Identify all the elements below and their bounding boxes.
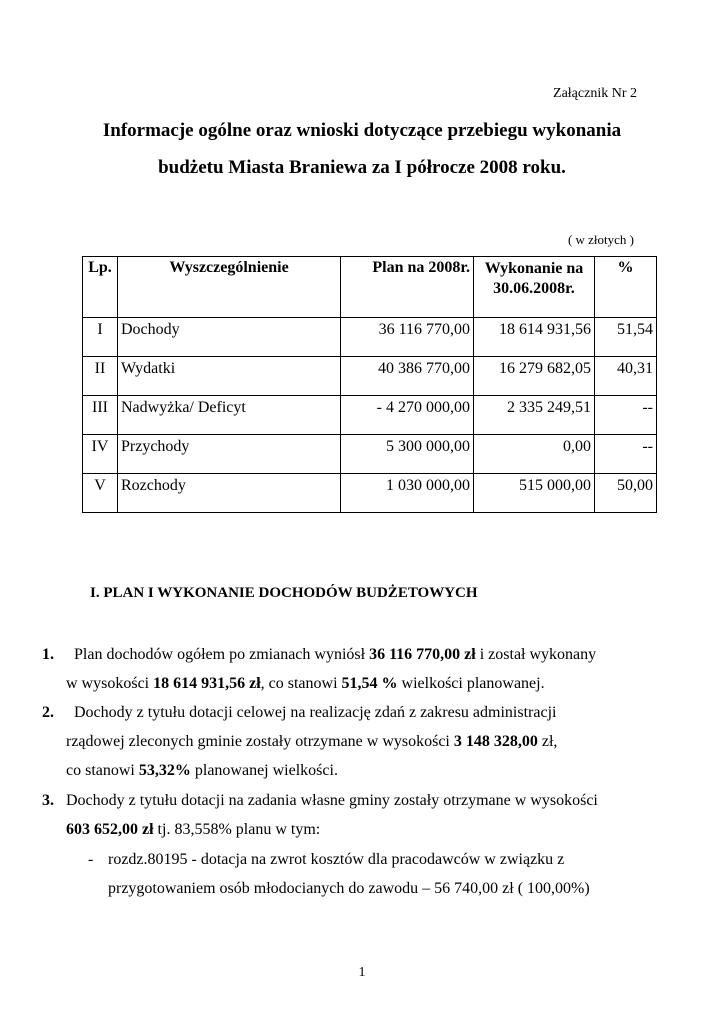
- cell-execution: 515 000,00: [474, 474, 595, 513]
- item-2-line-2: [66, 727, 557, 756]
- text-span: Dochody z tytułu dotacji na zadania własne gminy zostały otrzymane w wysokości: [66, 792, 598, 809]
- header-execution: [474, 257, 595, 318]
- cell-name: Dochody: [118, 318, 341, 357]
- item-number: 3.: [42, 792, 54, 809]
- text-span: tj. 83,558% planu w tym:: [153, 821, 321, 838]
- amount-bold: 36 116 770,00 zł: [369, 646, 476, 663]
- header-lp: Lp.: [83, 257, 118, 318]
- annex-label: Załącznik Nr 2: [553, 86, 637, 101]
- amount-bold: 603 652,00 zł: [66, 821, 154, 838]
- cell-percent: --: [595, 435, 657, 474]
- document-title-line-2: budżetu Miasta Braniewa za I półrocze 2008 roku.: [158, 157, 566, 178]
- item-2-line-1: [74, 698, 556, 727]
- text-span: Plan dochodów ogółem po zmianach wyniósł: [74, 646, 370, 663]
- amount-bold: 18 614 931,56 zł: [153, 675, 261, 692]
- cell-plan: 40 386 770,00: [341, 357, 474, 396]
- cell-plan: 5 300 000,00: [341, 435, 474, 474]
- text-span: w wysokości: [66, 675, 154, 692]
- cell-percent: 40,31: [595, 357, 657, 396]
- cell-plan: 36 116 770,00: [341, 318, 474, 357]
- text-span: co stanowi: [66, 762, 139, 779]
- table-row: [83, 474, 657, 513]
- cell-lp: V: [83, 474, 118, 513]
- cell-name: Wydatki: [118, 357, 341, 396]
- header-execution-line-1: Wykonanie na: [484, 260, 584, 277]
- table-header-row: [83, 257, 657, 318]
- cell-lp: III: [83, 396, 118, 435]
- cell-execution: 18 614 931,56: [474, 318, 595, 357]
- cell-execution: 16 279 682,05: [474, 357, 595, 396]
- header-plan: Plan na 2008r.: [341, 257, 474, 318]
- percent-bold: 51,54 %: [341, 675, 398, 692]
- cell-execution: 0,00: [474, 435, 595, 474]
- item-number: 2.: [42, 704, 54, 721]
- item-3-sub-line-2: przygotowaniem osób młodocianych do zawodu – 56 740,00 zł ( 100,00%): [108, 880, 590, 897]
- cell-name: Nadwyżka/ Deficyt: [118, 396, 341, 435]
- text-span: zł,: [537, 733, 558, 750]
- cell-plan: - 4 270 000,00: [341, 396, 474, 435]
- item-1-line-1: [74, 640, 596, 669]
- table-row: [83, 357, 657, 396]
- cell-lp: I: [83, 318, 118, 357]
- budget-summary-table: [82, 256, 657, 513]
- item-number: 1.: [42, 646, 54, 663]
- section-heading: I. PLAN I WYKONANIE DOCHODÓW BUDŻETOWYCH: [90, 585, 478, 601]
- text-span: wielkości planowanej.: [397, 675, 545, 692]
- cell-name: Przychody: [118, 435, 341, 474]
- item-3-line-2: [66, 815, 320, 844]
- text-span: Dochody z tytułu dotacji celowej na realizację zdań z zakresu administracji: [74, 704, 557, 721]
- unit-note: ( w złotych ): [567, 232, 634, 247]
- header-percent: %: [595, 257, 657, 318]
- table-row: [83, 435, 657, 474]
- cell-lp: IV: [83, 435, 118, 474]
- text-span: rządowej zleconych gminie zostały otrzymane w wysokości: [66, 733, 454, 750]
- item-2-line-3: [66, 756, 338, 785]
- cell-execution: 2 335 249,51: [474, 396, 595, 435]
- item-3-line-1: [66, 786, 598, 815]
- cell-percent: 50,00: [595, 474, 657, 513]
- cell-name: Rozchody: [118, 474, 341, 513]
- table-row: [83, 318, 657, 357]
- amount-bold: 3 148 328,00: [453, 733, 538, 750]
- cell-lp: II: [83, 357, 118, 396]
- page-number: 1: [358, 965, 366, 980]
- document-title-line-1: Informacje ogólne oraz wnioski dotyczące przebiegu wykonania: [102, 120, 622, 141]
- cell-percent: 51,54: [595, 318, 657, 357]
- text-span: planowanej wielkości.: [190, 762, 338, 779]
- cell-percent: --: [595, 396, 657, 435]
- item-1-line-2: [66, 669, 545, 698]
- header-name: Wyszczególnienie: [118, 257, 341, 318]
- percent-bold: 53,32%: [138, 762, 191, 779]
- cell-plan: 1 030 000,00: [341, 474, 474, 513]
- text-span: , co stanowi: [260, 675, 342, 692]
- item-3-sub-line-1: rozdz.80195 - dotacja na zwrot kosztów dla pracodawców w związku z: [108, 851, 565, 868]
- text-span: i został wykonany: [475, 646, 597, 663]
- table-row: [83, 396, 657, 435]
- header-execution-line-2: 30.06.2008r.: [493, 280, 575, 297]
- bullet-dash: -: [88, 851, 94, 868]
